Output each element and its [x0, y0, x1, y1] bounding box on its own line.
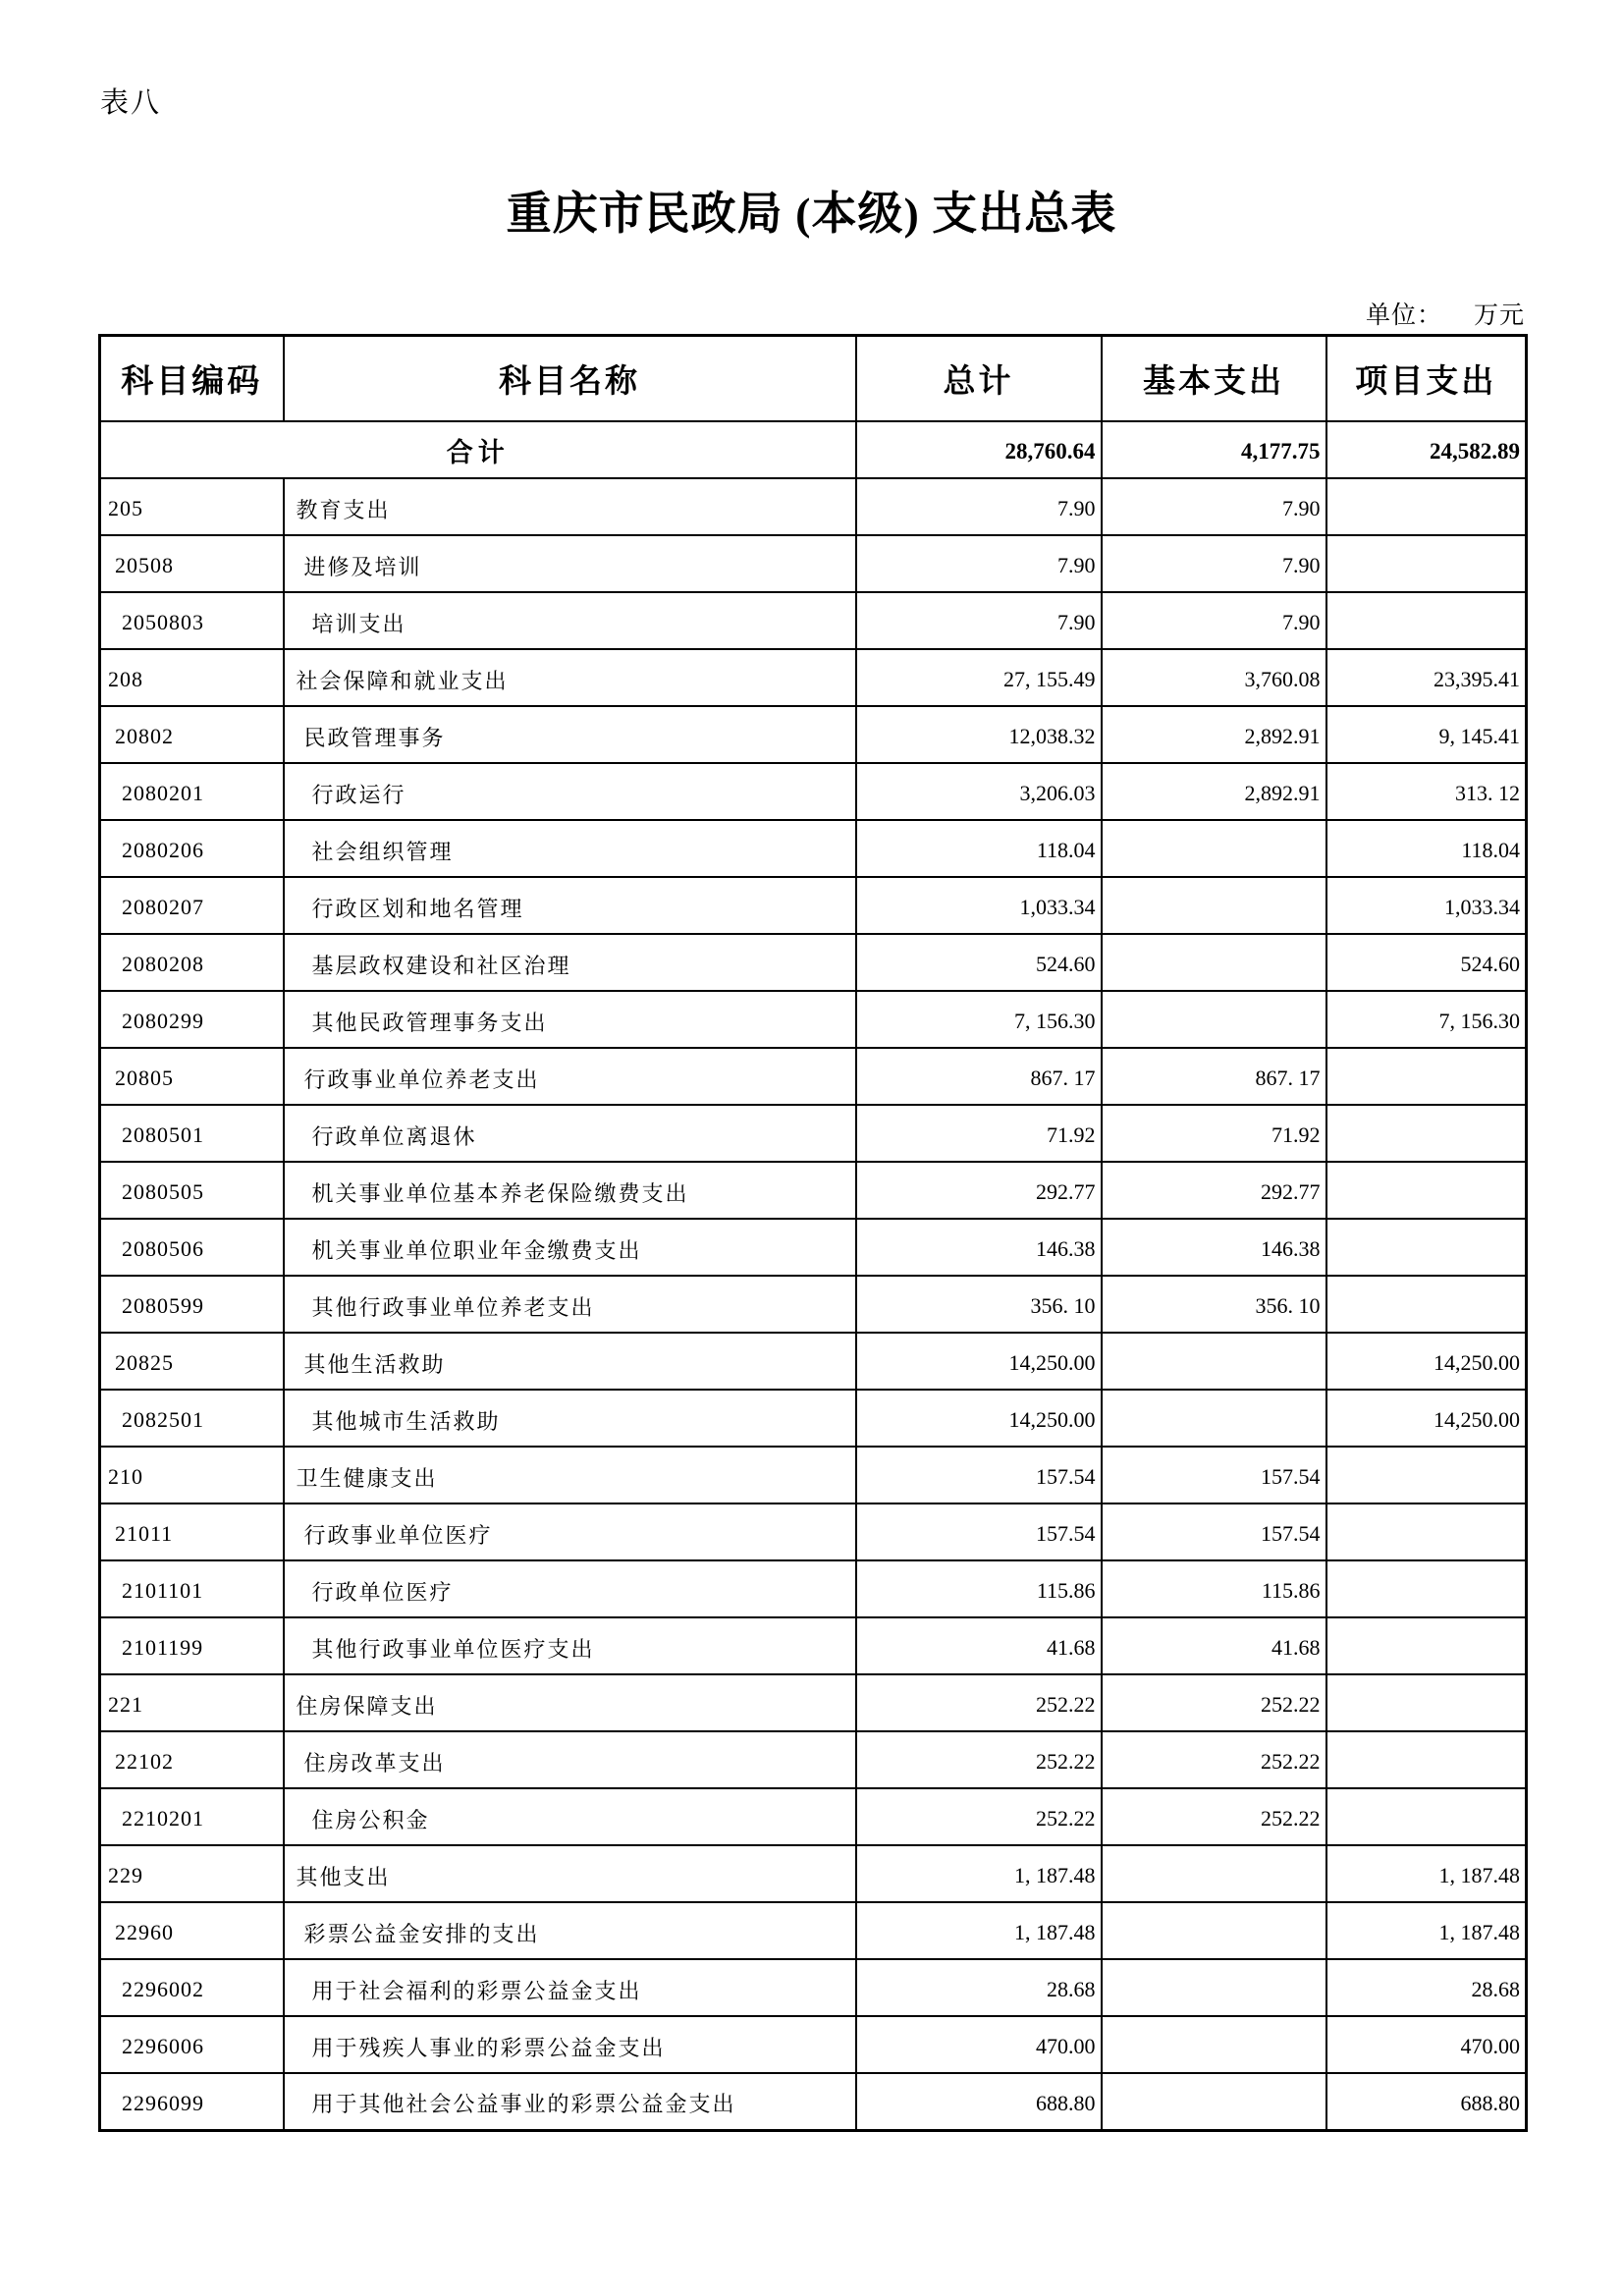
code-cell: 2101101: [100, 1560, 284, 1617]
total-cell: 3,206.03: [856, 763, 1102, 820]
table-row: [100, 1162, 1527, 1219]
total-cell: 867. 17: [856, 1048, 1102, 1105]
total-cell: 27, 155.49: [856, 649, 1102, 706]
table-row: [100, 1503, 1527, 1560]
name-cell: 行政事业单位医疗: [284, 1503, 856, 1560]
basic-cell: [1102, 934, 1326, 991]
unit-value: 万元: [1473, 302, 1525, 329]
name-cell: 用于残疾人事业的彩票公益金支出: [284, 2016, 856, 2073]
total-cell: 41.68: [856, 1617, 1102, 1674]
col-header-name: 科目名称: [284, 336, 856, 422]
name-cell: 行政事业单位养老支出: [284, 1048, 856, 1105]
table-row: [100, 1447, 1527, 1503]
basic-cell: [1102, 820, 1326, 877]
code-cell: 22960: [100, 1902, 284, 1959]
code-cell: 2080501: [100, 1105, 284, 1162]
total-cell: 470.00: [856, 2016, 1102, 2073]
project-cell: [1326, 1788, 1527, 1845]
name-cell: 用于其他社会公益事业的彩票公益金支出: [284, 2073, 856, 2130]
name-cell: 教育支出: [284, 478, 856, 535]
code-cell: 2080599: [100, 1276, 284, 1333]
code-cell: 2296002: [100, 1959, 284, 2016]
total-row-basic-cell: 4,177.75: [1102, 421, 1326, 478]
table-row: [100, 535, 1527, 592]
code-cell: 20508: [100, 535, 284, 592]
basic-cell: 157.54: [1102, 1447, 1326, 1503]
project-cell: 7, 156.30: [1326, 991, 1527, 1048]
expenditure-table: [98, 334, 1528, 2132]
table-row: [100, 592, 1527, 649]
code-cell: 2101199: [100, 1617, 284, 1674]
table-row: [100, 1902, 1527, 1959]
name-cell: 行政运行: [284, 763, 856, 820]
project-cell: [1326, 1105, 1527, 1162]
table-row: [100, 1333, 1527, 1390]
project-cell: [1326, 1560, 1527, 1617]
basic-cell: 7.90: [1102, 535, 1326, 592]
total-cell: 1, 187.48: [856, 1902, 1102, 1959]
project-cell: 470.00: [1326, 2016, 1527, 2073]
total-cell: 157.54: [856, 1503, 1102, 1560]
project-cell: [1326, 1503, 1527, 1560]
basic-cell: 3,760.08: [1102, 649, 1326, 706]
project-cell: [1326, 535, 1527, 592]
project-cell: [1326, 1674, 1527, 1731]
name-cell: 其他城市生活救助: [284, 1390, 856, 1447]
total-row-total-cell: 28,760.64: [856, 421, 1102, 478]
project-cell: 524.60: [1326, 934, 1527, 991]
total-cell: 71.92: [856, 1105, 1102, 1162]
basic-cell: 7.90: [1102, 478, 1326, 535]
name-cell: 行政区划和地名管理: [284, 877, 856, 934]
code-cell: 2080206: [100, 820, 284, 877]
code-cell: 2050803: [100, 592, 284, 649]
project-cell: [1326, 1162, 1527, 1219]
total-cell: 146.38: [856, 1219, 1102, 1276]
name-cell: 社会保障和就业支出: [284, 649, 856, 706]
total-row: [100, 421, 1527, 478]
table-row: [100, 2016, 1527, 2073]
table-row: [100, 478, 1527, 535]
basic-cell: 71.92: [1102, 1105, 1326, 1162]
code-cell: 20825: [100, 1333, 284, 1390]
total-cell: 356. 10: [856, 1276, 1102, 1333]
project-cell: 14,250.00: [1326, 1390, 1527, 1447]
code-cell: 2296099: [100, 2073, 284, 2130]
total-cell: 1,033.34: [856, 877, 1102, 934]
sheet-tag: 表八: [100, 87, 162, 119]
total-cell: 28.68: [856, 1959, 1102, 2016]
total-cell: 7.90: [856, 535, 1102, 592]
basic-cell: 2,892.91: [1102, 763, 1326, 820]
table-row: [100, 991, 1527, 1048]
table-row: [100, 1048, 1527, 1105]
code-cell: 2080299: [100, 991, 284, 1048]
project-cell: 1,033.34: [1326, 877, 1527, 934]
table-row: [100, 649, 1527, 706]
name-cell: 住房公积金: [284, 1788, 856, 1845]
total-cell: 12,038.32: [856, 706, 1102, 763]
basic-cell: [1102, 1333, 1326, 1390]
unit-label: 单位：: [1365, 302, 1442, 329]
name-cell: 进修及培训: [284, 535, 856, 592]
name-cell: 行政单位医疗: [284, 1560, 856, 1617]
basic-cell: 252.22: [1102, 1731, 1326, 1788]
total-cell: 688.80: [856, 2073, 1102, 2130]
project-cell: [1326, 1219, 1527, 1276]
name-cell: 培训支出: [284, 592, 856, 649]
table-row: [100, 1560, 1527, 1617]
total-cell: 524.60: [856, 934, 1102, 991]
basic-cell: 252.22: [1102, 1674, 1326, 1731]
table-row: [100, 1390, 1527, 1447]
name-cell: 社会组织管理: [284, 820, 856, 877]
name-cell: 其他民政管理事务支出: [284, 991, 856, 1048]
code-cell: 2080201: [100, 763, 284, 820]
name-cell: 用于社会福利的彩票公益金支出: [284, 1959, 856, 2016]
name-cell: 彩票公益金安排的支出: [284, 1902, 856, 1959]
project-cell: 688.80: [1326, 2073, 1527, 2130]
total-row-label: 合计: [100, 421, 856, 478]
total-cell: 1, 187.48: [856, 1845, 1102, 1902]
basic-cell: [1102, 1390, 1326, 1447]
unit-line: [1366, 296, 1525, 331]
code-cell: 210: [100, 1447, 284, 1503]
basic-cell: 356. 10: [1102, 1276, 1326, 1333]
code-cell: 2210201: [100, 1788, 284, 1845]
name-cell: 机关事业单位职业年金缴费支出: [284, 1219, 856, 1276]
project-cell: [1326, 592, 1527, 649]
table-row: [100, 2073, 1527, 2130]
total-cell: 118.04: [856, 820, 1102, 877]
basic-cell: [1102, 2016, 1326, 2073]
table-row: [100, 1959, 1527, 2016]
table-row: [100, 706, 1527, 763]
total-cell: 115.86: [856, 1560, 1102, 1617]
table-row: [100, 1731, 1527, 1788]
basic-cell: [1102, 2073, 1326, 2130]
basic-cell: 7.90: [1102, 592, 1326, 649]
total-cell: 7.90: [856, 592, 1102, 649]
project-cell: [1326, 1048, 1527, 1105]
name-cell: 其他支出: [284, 1845, 856, 1902]
total-cell: 252.22: [856, 1731, 1102, 1788]
total-cell: 7.90: [856, 478, 1102, 535]
basic-cell: 867. 17: [1102, 1048, 1326, 1105]
code-cell: 20802: [100, 706, 284, 763]
name-cell: 行政单位离退休: [284, 1105, 856, 1162]
basic-cell: [1102, 877, 1326, 934]
header-row: [100, 336, 1527, 422]
table-row: [100, 1219, 1527, 1276]
code-cell: 2296006: [100, 2016, 284, 2073]
code-cell: 2080207: [100, 877, 284, 934]
total-cell: 7, 156.30: [856, 991, 1102, 1048]
basic-cell: 157.54: [1102, 1503, 1326, 1560]
code-cell: 22102: [100, 1731, 284, 1788]
total-cell: 292.77: [856, 1162, 1102, 1219]
code-cell: 21011: [100, 1503, 284, 1560]
total-cell: 14,250.00: [856, 1390, 1102, 1447]
basic-cell: 41.68: [1102, 1617, 1326, 1674]
col-header-total: 总计: [856, 336, 1102, 422]
code-cell: 221: [100, 1674, 284, 1731]
page-title: 重庆市民政局 (本级) 支出总表: [506, 189, 1117, 239]
project-cell: 313. 12: [1326, 763, 1527, 820]
total-cell: 14,250.00: [856, 1333, 1102, 1390]
basic-cell: 2,892.91: [1102, 706, 1326, 763]
project-cell: [1326, 1447, 1527, 1503]
basic-cell: [1102, 1845, 1326, 1902]
table-row: [100, 1276, 1527, 1333]
basic-cell: 115.86: [1102, 1560, 1326, 1617]
table-row: [100, 1788, 1527, 1845]
table-row: [100, 763, 1527, 820]
total-cell: 157.54: [856, 1447, 1102, 1503]
code-cell: 208: [100, 649, 284, 706]
basic-cell: [1102, 1902, 1326, 1959]
name-cell: 住房保障支出: [284, 1674, 856, 1731]
project-cell: 9, 145.41: [1326, 706, 1527, 763]
total-row-project-cell: 24,582.89: [1326, 421, 1527, 478]
table-row: [100, 934, 1527, 991]
name-cell: 其他生活救助: [284, 1333, 856, 1390]
table-row: [100, 877, 1527, 934]
code-cell: 2082501: [100, 1390, 284, 1447]
basic-cell: 252.22: [1102, 1788, 1326, 1845]
table-row: [100, 1674, 1527, 1731]
table-row: [100, 1617, 1527, 1674]
name-cell: 基层政权建设和社区治理: [284, 934, 856, 991]
table-row: [100, 1845, 1527, 1902]
col-header-basic: 基本支出: [1102, 336, 1326, 422]
col-header-code: 科目编码: [100, 336, 284, 422]
project-cell: 1, 187.48: [1326, 1845, 1527, 1902]
table-row: [100, 820, 1527, 877]
code-cell: 2080506: [100, 1219, 284, 1276]
code-cell: 2080505: [100, 1162, 284, 1219]
name-cell: 住房改革支出: [284, 1731, 856, 1788]
basic-cell: 292.77: [1102, 1162, 1326, 1219]
project-cell: 1, 187.48: [1326, 1902, 1527, 1959]
code-cell: 20805: [100, 1048, 284, 1105]
basic-cell: [1102, 1959, 1326, 2016]
code-cell: 229: [100, 1845, 284, 1902]
name-cell: 机关事业单位基本养老保险缴费支出: [284, 1162, 856, 1219]
code-cell: 205: [100, 478, 284, 535]
table-row: [100, 1105, 1527, 1162]
project-cell: 28.68: [1326, 1959, 1527, 2016]
project-cell: [1326, 1617, 1527, 1674]
project-cell: [1326, 1731, 1527, 1788]
name-cell: 其他行政事业单位养老支出: [284, 1276, 856, 1333]
basic-cell: 146.38: [1102, 1219, 1326, 1276]
project-cell: 23,395.41: [1326, 649, 1527, 706]
col-header-project: 项目支出: [1326, 336, 1527, 422]
total-cell: 252.22: [856, 1674, 1102, 1731]
name-cell: 卫生健康支出: [284, 1447, 856, 1503]
code-cell: 2080208: [100, 934, 284, 991]
project-cell: 14,250.00: [1326, 1333, 1527, 1390]
project-cell: [1326, 1276, 1527, 1333]
name-cell: 民政管理事务: [284, 706, 856, 763]
project-cell: [1326, 478, 1527, 535]
basic-cell: [1102, 991, 1326, 1048]
name-cell: 其他行政事业单位医疗支出: [284, 1617, 856, 1674]
total-cell: 252.22: [856, 1788, 1102, 1845]
project-cell: 118.04: [1326, 820, 1527, 877]
